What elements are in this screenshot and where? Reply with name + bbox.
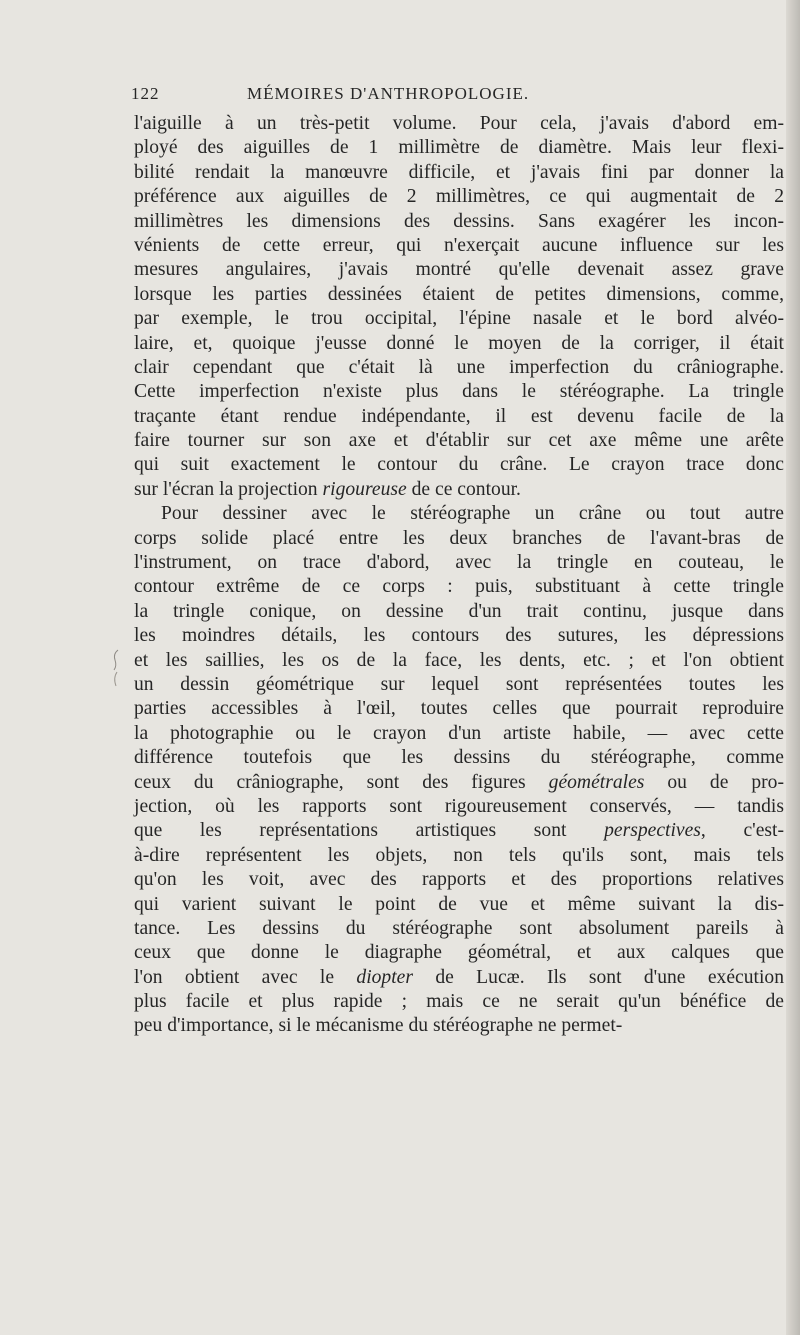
- line-text: ou de pro-: [644, 771, 784, 793]
- text-line: [134, 649, 784, 673]
- line-text: et les saillies, les os de la face, les dents, etc. ; et l'on obtient: [134, 649, 784, 671]
- text-line: [134, 819, 784, 843]
- text-line: [134, 527, 784, 551]
- line-text: la tringle conique, on dessine d'un trait continu, jusque dans: [134, 600, 784, 622]
- line-text: ceux que donne le diagraphe géométral, et aux calques que: [134, 942, 784, 964]
- text-line: [134, 136, 784, 160]
- text-line: [134, 917, 784, 941]
- text-line: [134, 990, 784, 1014]
- text-line: [134, 478, 784, 502]
- line-text: clair cependant que c'était là une imperfection du crâniographe.: [134, 356, 784, 378]
- text-line: [134, 210, 784, 234]
- line-text: Cette imperfection n'existe plus dans le stéréographe. La tringle: [134, 381, 784, 403]
- line-text: laire, et, quoique j'eusse donné le moyen de la corriger, il était: [134, 332, 784, 354]
- line-text: ceux du crâniographe, sont des figures: [134, 771, 549, 793]
- line-text: un dessin géométrique sur lequel sont représentées toutes les: [134, 673, 784, 695]
- line-text: que les représentations artistiques sont: [134, 820, 605, 842]
- line-text: plus facile et plus rapide ; mais ce ne serait qu'un bénéfice de: [134, 991, 784, 1013]
- body-text: [134, 112, 784, 1039]
- line-text: qui varient suivant le point de vue et même suivant la dis-: [134, 893, 784, 915]
- text-line: [134, 868, 784, 892]
- text-line: [134, 966, 784, 990]
- text-line: [134, 551, 784, 575]
- line-text: qui suit exactement le contour du crâne. Le crayon trace donc: [134, 454, 784, 476]
- running-title: MÉMOIRES D'ANTHROPOLOGIE.: [247, 84, 530, 103]
- paragraph-1: [134, 112, 784, 502]
- line-text: différence toutefois que les dessins du stéréographe, comme: [134, 747, 784, 769]
- line-text: par exemple, le trou occipital, l'épine nasale et le bord alvéo-: [134, 308, 784, 330]
- text-line: [134, 161, 784, 185]
- text-line: [134, 722, 784, 746]
- text-line: [134, 1014, 784, 1038]
- line-text: sur l'écran la projection: [134, 478, 323, 500]
- text-line: [134, 453, 784, 477]
- line-text: jection, où les rapports sont rigoureusement conservés, — tandis: [134, 795, 784, 817]
- line-text: tance. Les dessins du stéréographe sont absolument pareils à: [134, 917, 784, 939]
- line-text: millimètres les dimensions des dessins. Sans exagérer les incon-: [134, 210, 784, 232]
- line-text: peu d'importance, si le mécanisme du stéréographe ne permet-: [134, 1015, 623, 1037]
- text-line: [134, 405, 784, 429]
- text-line: [134, 893, 784, 917]
- line-text: la photographie ou le crayon d'un artiste habile, — avec cette: [134, 722, 784, 744]
- line-text: de ce contour.: [406, 478, 521, 500]
- italic-term: perspectives: [604, 820, 701, 842]
- line-text: ployé des aiguilles de 1 millimètre de diamètre. Mais leur flexi-: [134, 137, 784, 159]
- italic-term: diopter: [356, 966, 413, 988]
- text-line: [134, 258, 784, 282]
- italic-term: géométrales: [548, 771, 645, 793]
- text-line: [134, 429, 784, 453]
- line-text: l'instrument, on trace d'abord, avec la tringle en couteau, le: [134, 552, 784, 574]
- text-line: [134, 624, 784, 648]
- line-text: l'on obtient avec le: [134, 966, 357, 988]
- text-line: [134, 502, 784, 526]
- text-line: [134, 575, 784, 599]
- page-number: 122: [131, 84, 160, 103]
- line-text: à-dire représentent les objets, non tels qu'ils sont, mais tels: [134, 844, 784, 866]
- text-line: [134, 844, 784, 868]
- page-header: [131, 84, 731, 108]
- line-text: faire tourner sur son axe et d'établir sur cet axe même une arête: [134, 430, 784, 452]
- text-line: [134, 697, 784, 721]
- line-text: vénients de cette erreur, qui n'exerçait aucune influence sur les: [134, 234, 784, 256]
- line-text: lorsque les parties dessinées étaient de petites dimensions, comme,: [134, 283, 784, 305]
- line-text: préférence aux aiguilles de 2 millimètres, ce qui augmentait de 2: [134, 186, 784, 208]
- text-line: [134, 673, 784, 697]
- text-line: [134, 185, 784, 209]
- line-text: traçante étant rendue indépendante, il est devenu facile de la: [134, 405, 784, 427]
- line-text: mesures angulaires, j'avais montré qu'elle devenait assez grave: [134, 259, 784, 281]
- page-edge-shadow: [786, 0, 800, 1335]
- text-line: [134, 283, 784, 307]
- line-text: contour extrême de ce corps : puis, substituant à cette tringle: [134, 576, 784, 598]
- line-text: de Lucæ. Ils sont d'une exécution: [413, 966, 785, 988]
- text-line: [134, 746, 784, 770]
- line-text: bilité rendait la manœuvre difficile, et j'avais fini par donner la: [134, 161, 784, 183]
- line-text: parties accessibles à l'œil, toutes celles que pourrait reproduire: [134, 698, 784, 720]
- line-text: , c'est-: [700, 820, 784, 842]
- line-text: corps solide placé entre les deux branches de l'avant-bras de: [134, 527, 784, 549]
- text-line: [134, 795, 784, 819]
- line-text: qu'on les voit, avec des rapports et des proportions relatives: [134, 869, 784, 891]
- italic-term: rigoureuse: [322, 478, 407, 500]
- margin-bracket-mark: [112, 648, 120, 688]
- line-text: l'aiguille à un très-petit volume. Pour cela, j'avais d'abord em-: [134, 113, 784, 134]
- text-line: [134, 600, 784, 624]
- text-line: [134, 332, 784, 356]
- text-line: [134, 771, 784, 795]
- text-line: [134, 112, 784, 136]
- text-line: [134, 234, 784, 258]
- paragraph-2: [134, 502, 784, 1039]
- line-text: Pour dessiner avec le stéréographe un crâne ou tout autre: [161, 503, 784, 525]
- line-text: les moindres détails, les contours des sutures, les dépressions: [134, 625, 784, 647]
- text-line: [134, 307, 784, 331]
- text-line: [134, 941, 784, 965]
- text-line: [134, 356, 784, 380]
- text-line: [134, 380, 784, 404]
